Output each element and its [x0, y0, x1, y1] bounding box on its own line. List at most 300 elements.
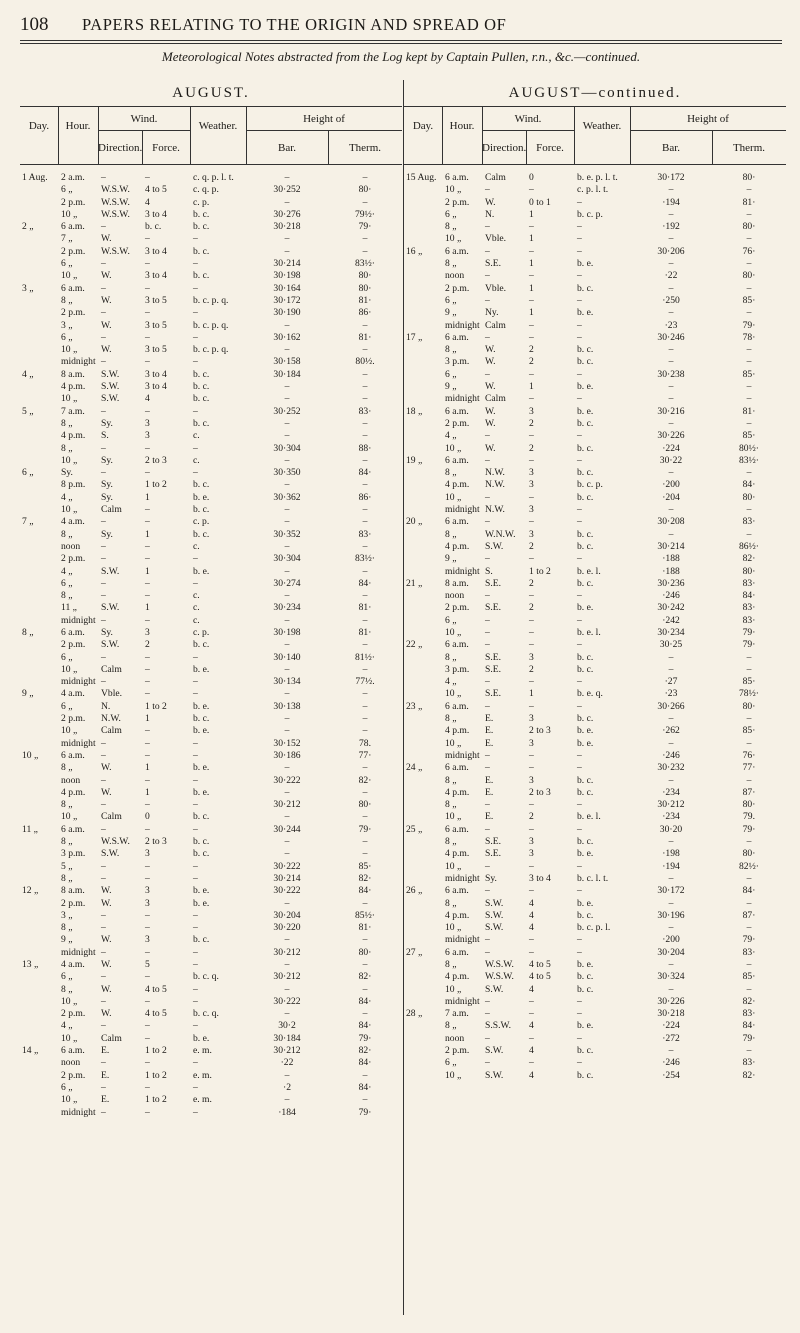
- table-row: [20, 811, 402, 823]
- cell-wind-force: –: [529, 946, 534, 958]
- cell-barometer: ·188: [662, 553, 680, 565]
- cell-thermometer: 84·: [742, 885, 756, 897]
- cell-barometer: 30·352: [273, 528, 301, 540]
- cell-weather: –: [193, 553, 198, 565]
- cell-wind-direction: –: [101, 405, 106, 417]
- cell-wind-force: –: [529, 430, 534, 442]
- cell-hour: 6 a.m.: [445, 331, 469, 343]
- cell-barometer: 30·244: [273, 823, 301, 835]
- cell-barometer: 30·172: [657, 172, 685, 183]
- cell-wind-force: –: [529, 1057, 534, 1069]
- cell-hour: 6 a.m.: [445, 172, 469, 183]
- table-row: [404, 455, 786, 467]
- cell-wind-direction: –: [101, 749, 106, 761]
- cell-thermometer: –: [746, 504, 752, 516]
- table-row: [20, 221, 402, 233]
- cell-wind-force: –: [529, 553, 534, 565]
- cell-wind-force: 4: [529, 897, 534, 909]
- cell-thermometer: 79·: [358, 1032, 372, 1044]
- cell-day: 1 Aug.: [22, 172, 48, 183]
- cell-thermometer: –: [362, 430, 368, 442]
- cell-weather: –: [577, 823, 582, 835]
- cell-wind-direction: S.E.: [485, 836, 501, 848]
- cell-hour: 10 „: [445, 1069, 462, 1081]
- cell-hour: 2 p.m.: [61, 1069, 86, 1081]
- cell-hour: 4 „: [61, 491, 73, 503]
- cell-weather: e. m.: [193, 1045, 212, 1057]
- cell-barometer: –: [284, 196, 290, 208]
- cell-wind-direction: Sy.: [101, 479, 113, 491]
- table-row: [20, 455, 402, 467]
- cell-wind-force: –: [145, 233, 150, 245]
- cell-hour: 2 p.m.: [445, 196, 470, 208]
- cell-weather: –: [193, 946, 198, 958]
- cell-thermometer: 83·: [742, 516, 756, 528]
- cell-hour: 10 „: [445, 233, 462, 245]
- cell-weather: b. c.: [577, 491, 594, 503]
- table-row: [404, 307, 786, 319]
- cell-wind-direction: –: [101, 614, 106, 626]
- table-row: [404, 406, 786, 418]
- cell-barometer: 30·234: [273, 602, 301, 614]
- cell-weather: c.: [193, 430, 200, 442]
- cell-weather: b. e.: [577, 725, 594, 737]
- cell-wind-direction: S.W.: [485, 540, 504, 552]
- cell-hour: midnight: [445, 319, 480, 331]
- cell-barometer: ·23: [664, 688, 678, 700]
- cell-wind-direction: –: [485, 700, 490, 712]
- table-row: [404, 664, 786, 676]
- cell-day: 19 „: [406, 454, 423, 466]
- cell-weather: b. e.: [193, 897, 210, 909]
- cell-thermometer: –: [746, 922, 752, 934]
- cell-thermometer: 83·: [358, 405, 372, 417]
- cell-thermometer: –: [362, 848, 368, 860]
- cell-hour: 2 p.m.: [61, 713, 86, 725]
- cell-weather: b. c.: [577, 971, 594, 983]
- cell-wind-force: 3: [145, 626, 150, 638]
- cell-barometer: –: [668, 774, 674, 786]
- cell-wind-force: 4 to 5: [145, 1008, 167, 1020]
- cell-wind-force: 1: [529, 688, 534, 700]
- cell-wind-direction: Calm: [485, 319, 506, 331]
- cell-wind-direction: Sy.: [101, 417, 113, 429]
- cell-wind-force: 3: [529, 528, 534, 540]
- cell-weather: b. c. p. q.: [193, 319, 229, 331]
- cell-wind-force: –: [145, 663, 150, 675]
- cell-weather: b. c.: [193, 848, 210, 860]
- cell-thermometer: –: [746, 663, 752, 675]
- cell-weather: –: [577, 749, 582, 761]
- cell-barometer: ·246: [662, 590, 680, 602]
- cell-thermometer: –: [746, 184, 752, 196]
- cell-wind-force: 3: [529, 713, 534, 725]
- cell-thermometer: –: [746, 959, 752, 970]
- cell-wind-force: 1: [529, 381, 534, 393]
- cell-weather: e. m.: [193, 1094, 212, 1106]
- cell-day: 13 „: [22, 959, 39, 970]
- cell-thermometer: –: [362, 713, 368, 725]
- cell-hour: 6 „: [61, 258, 73, 270]
- cell-wind-force: –: [145, 1057, 150, 1069]
- header-bottom-rule: [20, 164, 402, 165]
- cell-barometer: –: [284, 381, 290, 393]
- cell-weather: –: [193, 860, 198, 872]
- cell-barometer: 30·252: [273, 405, 301, 417]
- cell-barometer: ·194: [662, 196, 680, 208]
- cell-barometer: 30·222: [273, 995, 301, 1007]
- rows-august: [20, 172, 402, 1119]
- cell-barometer: 30·222: [273, 885, 301, 897]
- cell-weather: b. e.: [193, 786, 210, 798]
- cell-barometer: –: [284, 897, 290, 909]
- table-row: [20, 1070, 402, 1082]
- cell-wind-direction: –: [101, 676, 106, 688]
- table-row: [20, 652, 402, 664]
- cell-wind-force: –: [145, 307, 150, 319]
- cell-hour: 6 „: [445, 294, 457, 306]
- cell-wind-direction: –: [101, 356, 106, 368]
- table-row: [404, 738, 786, 750]
- cell-wind-direction: S.W.: [485, 1069, 504, 1081]
- cell-weather: –: [577, 995, 582, 1007]
- table-row: [404, 971, 786, 983]
- cell-thermometer: –: [362, 454, 368, 466]
- table-row: [20, 799, 402, 811]
- cell-wind-direction: E.: [485, 786, 494, 798]
- cell-wind-force: 4: [529, 983, 534, 995]
- cell-hour: 4 p.m.: [61, 381, 86, 393]
- cell-thermometer: 78.: [359, 737, 371, 749]
- cell-wind-force: 3: [145, 848, 150, 860]
- cell-wind-force: 3: [529, 504, 534, 516]
- cell-barometer: 30·22: [659, 454, 683, 466]
- cell-hour: 8 „: [61, 417, 73, 429]
- cell-wind-force: b. c.: [145, 221, 162, 233]
- col-header-weather: Weather.: [198, 120, 238, 132]
- cell-wind-force: –: [529, 639, 534, 651]
- cell-wind-force: 1: [529, 258, 534, 270]
- cell-thermometer: 79·: [742, 823, 756, 835]
- cell-barometer: –: [284, 1069, 290, 1081]
- cell-wind-direction: –: [485, 454, 490, 466]
- cell-barometer: 30·276: [273, 208, 301, 220]
- cell-barometer: ·254: [662, 1069, 680, 1081]
- cell-hour: 9 „: [61, 934, 73, 946]
- cell-barometer: –: [668, 959, 674, 970]
- cell-hour: 6 a.m.: [445, 762, 469, 774]
- cell-weather: b. c.: [193, 417, 210, 429]
- cell-day: 20 „: [406, 516, 423, 528]
- cell-hour: 6 a.m.: [61, 221, 85, 233]
- cell-barometer: 30·140: [273, 651, 301, 663]
- table-row: [20, 467, 402, 479]
- table-row: [20, 430, 402, 442]
- cell-wind-direction: S.E.: [485, 848, 501, 860]
- table-row: [404, 947, 786, 959]
- cell-hour: 5 „: [61, 860, 73, 872]
- cell-weather: –: [193, 331, 198, 343]
- cell-thermometer: –: [362, 417, 368, 429]
- cell-barometer: –: [284, 836, 290, 848]
- cell-barometer: –: [284, 504, 290, 516]
- cell-barometer: –: [284, 786, 290, 798]
- cell-hour: 6 a.m.: [445, 823, 469, 835]
- cell-barometer: –: [284, 319, 290, 331]
- cell-hour: 8 „: [445, 651, 457, 663]
- cell-wind-direction: E.: [485, 713, 494, 725]
- table-row: [20, 566, 402, 578]
- cell-weather: b. c.: [577, 442, 594, 454]
- cell-weather: –: [193, 1081, 198, 1093]
- cell-day: 4 „: [22, 368, 34, 380]
- cell-barometer: ·234: [662, 786, 680, 798]
- cell-weather: b. c.: [577, 774, 594, 786]
- cell-barometer: 30·232: [657, 762, 685, 774]
- cell-wind-force: –: [145, 282, 150, 294]
- col-divider: [58, 106, 59, 164]
- cell-wind-direction: W.: [101, 885, 112, 897]
- cell-thermometer: 82·: [358, 872, 372, 884]
- table-row: [404, 504, 786, 516]
- cell-weather: –: [193, 688, 198, 700]
- cell-hour: 6 a.m.: [61, 823, 85, 835]
- table-row: [20, 504, 402, 516]
- cell-wind-direction: N.: [101, 700, 111, 712]
- cell-barometer: ·23: [664, 319, 678, 331]
- cell-barometer: –: [284, 590, 290, 602]
- cell-wind-direction: –: [485, 590, 490, 602]
- table-row: [20, 750, 402, 762]
- cell-barometer: –: [284, 172, 290, 183]
- table-row: [404, 1033, 786, 1045]
- cell-thermometer: 83½·: [739, 454, 759, 466]
- cell-day: 21 „: [406, 577, 423, 589]
- cell-thermometer: 76·: [742, 749, 756, 761]
- cell-thermometer: 77½.: [355, 676, 375, 688]
- cell-day: 15 Aug.: [406, 172, 437, 183]
- cell-weather: –: [193, 307, 198, 319]
- cell-thermometer: 79·: [742, 626, 756, 638]
- cell-wind-force: 2: [529, 602, 534, 614]
- cell-wind-direction: –: [101, 1020, 106, 1032]
- cell-thermometer: 83½·: [355, 258, 375, 270]
- cell-barometer: –: [284, 454, 290, 466]
- cell-wind-direction: W.S.W.: [101, 184, 130, 196]
- cell-wind-direction: W.: [101, 294, 112, 306]
- cell-weather: c.: [193, 454, 200, 466]
- cell-hour: noon: [61, 774, 81, 786]
- cell-thermometer: –: [362, 959, 368, 970]
- table-row: [404, 836, 786, 848]
- cell-weather: c. p.: [193, 626, 210, 638]
- cell-hour: 6 a.m.: [61, 1045, 85, 1057]
- cell-weather: b. c.: [193, 368, 210, 380]
- cell-thermometer: 87·: [742, 786, 756, 798]
- cell-thermometer: –: [746, 467, 752, 479]
- cell-thermometer: 86½·: [739, 540, 759, 552]
- cell-wind-force: –: [529, 799, 534, 811]
- table-row: [20, 295, 402, 307]
- cell-wind-force: 1: [145, 491, 150, 503]
- cell-barometer: –: [668, 307, 674, 319]
- cell-wind-direction: –: [101, 516, 106, 528]
- cell-barometer: ·198: [662, 848, 680, 860]
- cell-wind-direction: S.W.: [101, 381, 120, 393]
- table-row: [404, 541, 786, 553]
- table-row: [404, 578, 786, 590]
- cell-wind-force: 4: [529, 1045, 534, 1057]
- table-row: [20, 492, 402, 504]
- cell-barometer: 30·25: [659, 639, 683, 651]
- cell-wind-force: 2: [529, 417, 534, 429]
- cell-wind-direction: N.: [485, 208, 495, 220]
- cell-wind-force: 4 to 5: [145, 983, 167, 995]
- cell-day: 2 „: [22, 221, 34, 233]
- cell-weather: –: [577, 516, 582, 528]
- cell-barometer: 30·2: [278, 1020, 296, 1032]
- table-row: [404, 652, 786, 664]
- cell-wind-force: 4: [529, 1020, 534, 1032]
- table-row: [20, 529, 402, 541]
- cell-hour: 6 „: [445, 1057, 457, 1069]
- cell-wind-direction: –: [485, 270, 490, 282]
- table-row: [20, 615, 402, 627]
- cell-weather: b. e.: [193, 565, 210, 577]
- cell-wind-direction: W.: [101, 934, 112, 946]
- cell-thermometer: 82·: [742, 1069, 756, 1081]
- cell-wind-direction: S.E.: [485, 663, 501, 675]
- cell-hour: 2 p.m.: [61, 639, 86, 651]
- table-row: [404, 381, 786, 393]
- cell-hour: 6 „: [61, 1081, 73, 1093]
- cell-weather: b. c.: [577, 651, 594, 663]
- table-row: [20, 1020, 402, 1032]
- cell-wind-force: –: [145, 676, 150, 688]
- cell-barometer: 30·252: [273, 184, 301, 196]
- table-row: [20, 320, 402, 332]
- table-row: [404, 676, 786, 688]
- cell-barometer: ·200: [662, 479, 680, 491]
- cell-hour: 8 „: [61, 799, 73, 811]
- cell-wind-force: –: [145, 1106, 150, 1118]
- cell-wind-force: –: [145, 922, 150, 934]
- table-row: [404, 270, 786, 282]
- col-header-force: Force.: [536, 142, 564, 154]
- cell-wind-direction: N.W.: [485, 467, 505, 479]
- cell-wind-direction: –: [101, 1081, 106, 1093]
- cell-hour: 4 „: [445, 676, 457, 688]
- table-august-continued: [403, 80, 786, 1315]
- cell-hour: 8 „: [445, 959, 457, 970]
- cell-hour: 6 a.m.: [445, 516, 469, 528]
- cell-barometer: 30·152: [273, 737, 301, 749]
- cell-barometer: ·204: [662, 491, 680, 503]
- cell-wind-force: 3 to 4: [145, 208, 167, 220]
- cell-weather: b. c. p. q.: [193, 344, 229, 356]
- cell-weather: b. c.: [577, 356, 594, 368]
- cell-weather: b. e.: [193, 700, 210, 712]
- cell-wind-direction: S.E.: [485, 258, 501, 270]
- cell-wind-direction: –: [101, 971, 106, 983]
- cell-weather: b. c. l. t.: [577, 872, 609, 884]
- cell-hour: 4 p.m.: [445, 479, 470, 491]
- cell-wind-force: –: [145, 577, 150, 589]
- cell-hour: 10 „: [61, 1032, 78, 1044]
- cell-barometer: ·234: [662, 811, 680, 823]
- table-row: [404, 811, 786, 823]
- cell-wind-direction: S.W.: [101, 848, 120, 860]
- table-row: [20, 664, 402, 676]
- cell-wind-force: 3 to 4: [145, 368, 167, 380]
- cell-wind-direction: S.: [485, 565, 493, 577]
- cell-thermometer: –: [362, 700, 368, 712]
- cell-barometer: 30·204: [657, 946, 685, 958]
- cell-wind-direction: W.: [101, 786, 112, 798]
- cell-hour: midnight: [61, 737, 96, 749]
- cell-weather: b. e.: [577, 848, 594, 860]
- cell-weather: –: [577, 553, 582, 565]
- cell-hour: 2 p.m.: [445, 417, 470, 429]
- cell-wind-direction: –: [101, 553, 106, 565]
- cell-wind-force: 4 to 5: [529, 959, 551, 970]
- cell-thermometer: –: [746, 356, 752, 368]
- cell-thermometer: –: [746, 282, 752, 294]
- cell-thermometer: 82½·: [739, 860, 759, 872]
- col-header-height: Height of: [303, 113, 345, 125]
- cell-wind-direction: –: [101, 651, 106, 663]
- cell-wind-force: 3 to 5: [145, 344, 167, 356]
- cell-barometer: 30·198: [273, 270, 301, 282]
- table-subtitle: Meteorological Notes abstracted from the Log kept by Captain Pullen, r.n., &c.—continued.: [161, 49, 641, 64]
- table-row: [404, 787, 786, 799]
- cell-wind-force: –: [145, 860, 150, 872]
- cell-wind-direction: S.W.: [101, 368, 120, 380]
- table-row: [404, 344, 786, 356]
- cell-weather: –: [193, 356, 198, 368]
- cell-barometer: –: [284, 245, 290, 257]
- table-row: [20, 627, 402, 639]
- cell-hour: noon: [61, 1057, 81, 1069]
- cell-wind-direction: W.: [485, 405, 496, 417]
- cell-weather: –: [577, 270, 582, 282]
- cell-wind-force: –: [145, 1032, 150, 1044]
- cell-weather: –: [577, 639, 582, 651]
- cell-barometer: 30·304: [273, 553, 301, 565]
- cell-wind-direction: –: [485, 184, 490, 196]
- rows-august-continued: [404, 172, 786, 1082]
- table-row: [404, 516, 786, 528]
- cell-thermometer: 83·: [742, 1008, 756, 1020]
- cell-hour: 7 „: [61, 233, 73, 245]
- cell-barometer: –: [284, 663, 290, 675]
- cell-weather: b. c.: [577, 983, 594, 995]
- cell-wind-direction: Calm: [101, 811, 122, 823]
- cell-weather: b. c.: [193, 479, 210, 491]
- cell-wind-force: –: [529, 885, 534, 897]
- table-row: [404, 418, 786, 430]
- cell-hour: 8 „: [445, 713, 457, 725]
- cell-wind-direction: Sy.: [101, 491, 113, 503]
- table-row: [20, 590, 402, 602]
- cell-hour: 10 „: [445, 442, 462, 454]
- cell-hour: 6 a.m.: [445, 885, 469, 897]
- table-row: [20, 307, 402, 319]
- cell-wind-direction: W.: [101, 959, 112, 970]
- cell-wind-direction: Vble.: [485, 282, 507, 294]
- cell-hour: 6 a.m.: [445, 454, 469, 466]
- table-row: [404, 320, 786, 332]
